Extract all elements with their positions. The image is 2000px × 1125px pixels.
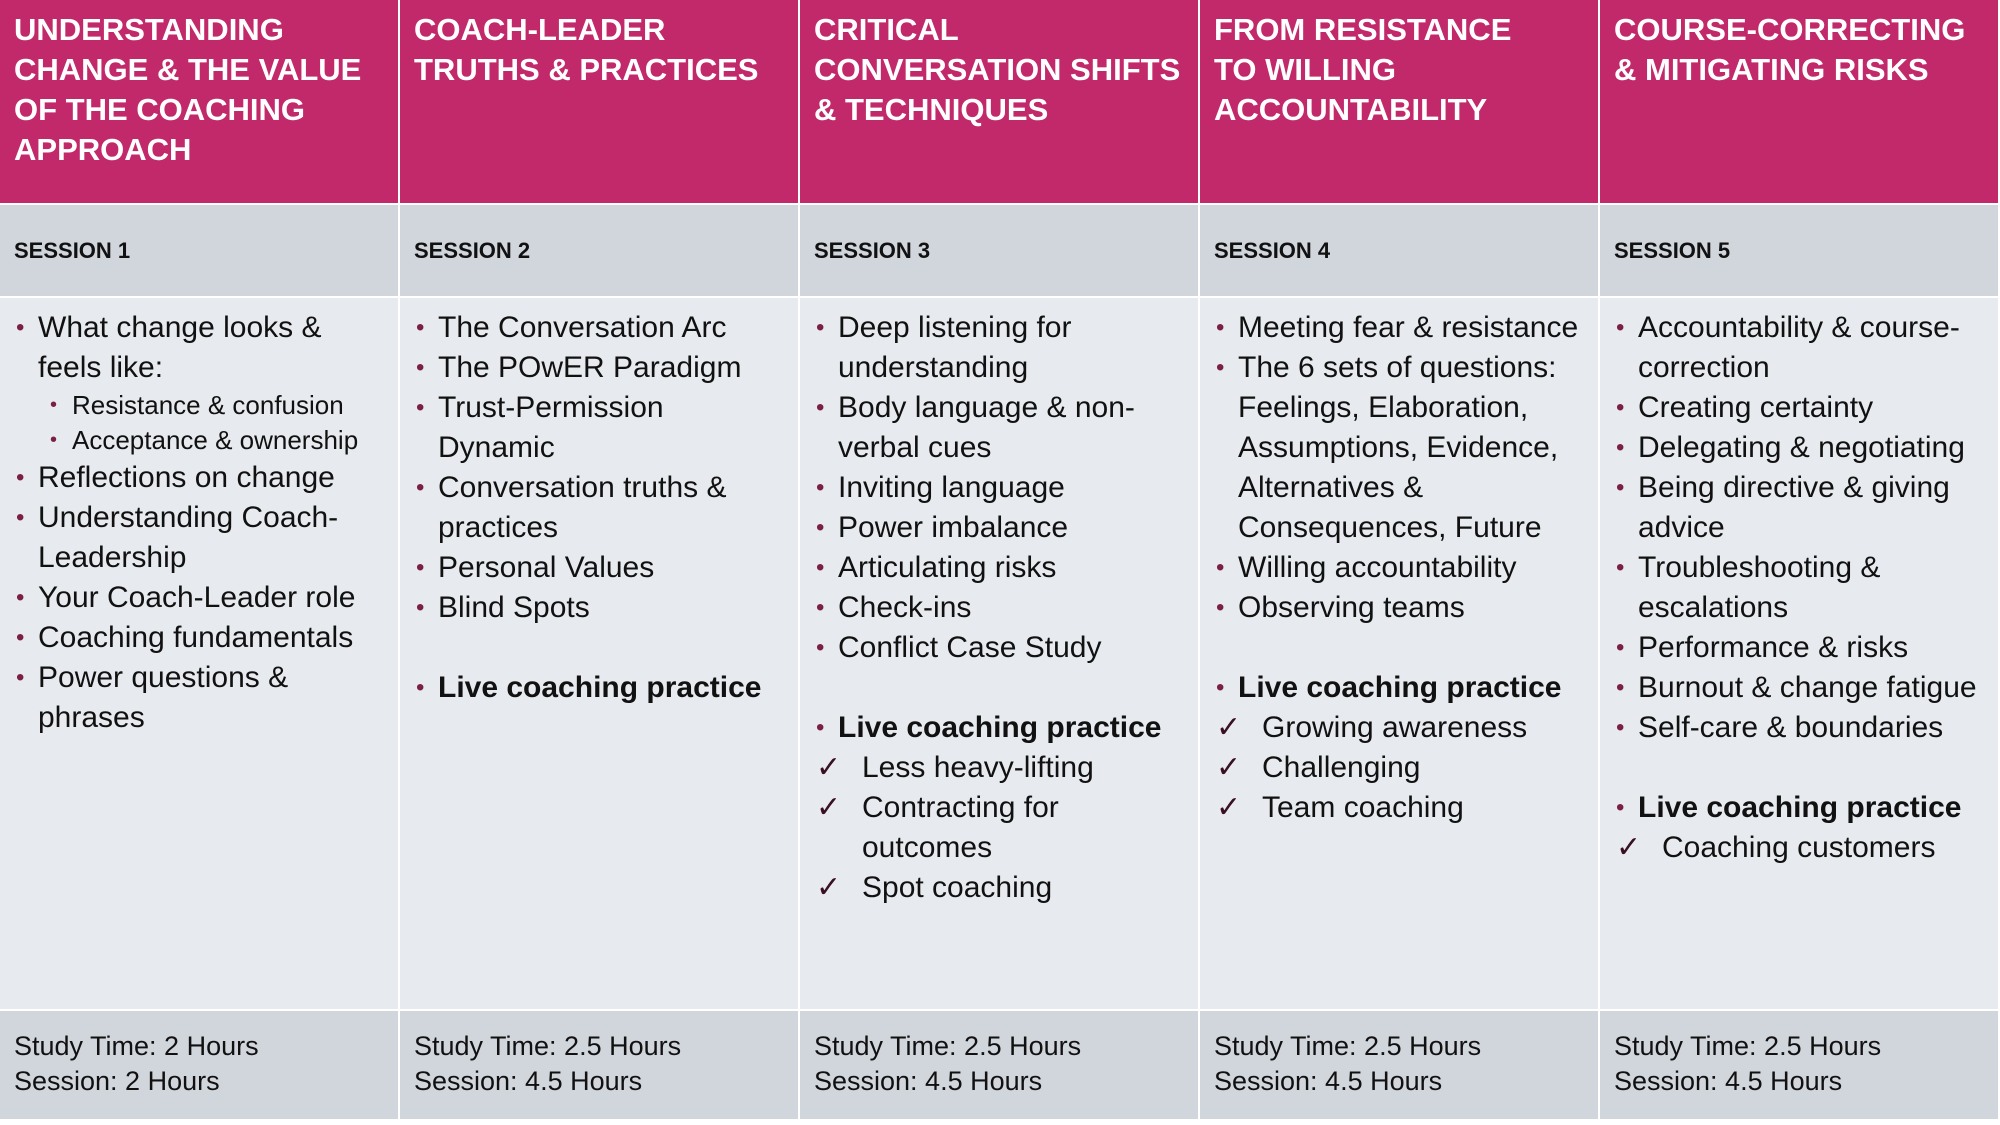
column-title-2: COACH-LEADER TRUTHS & PRACTICES [400, 0, 800, 205]
time-cell-1 [0, 1011, 400, 1121]
list-item: • Power imbalance [814, 508, 1186, 548]
list-item: • Reflections on change [14, 458, 386, 498]
list-item: • Willing accountability [1214, 548, 1586, 588]
session-label-2: SESSION 2 [400, 205, 800, 298]
time-cell-3 [800, 1011, 1200, 1121]
session-time: Session: 2 Hours [14, 1066, 220, 1096]
list-item: • The 6 sets of questions: Feelings, Elaboration, Assumptions, Evidence, Alternatives & Consequences, Future [1214, 348, 1586, 548]
column-title-1: UNDERSTANDING CHANGE & THE VALUE OF THE COACHING APPROACH [0, 0, 400, 205]
session-time: Session: 4.5 Hours [814, 1066, 1043, 1096]
list-item: • Conversation truths & practices [414, 468, 786, 548]
time-cell-2 [400, 1011, 800, 1121]
live-practice-item: • Live coaching practice [814, 708, 1186, 748]
column-title-4: FROM RESISTANCE TO WILLING ACCOUNTABILITY [1200, 0, 1600, 205]
checklist-item: ✓ Contracting for outcomes [814, 788, 1186, 868]
list-item: • Deep listening for understanding [814, 308, 1186, 388]
checklist-item: ✓ Team coaching [1214, 788, 1586, 828]
session-label-4: SESSION 4 [1200, 205, 1600, 298]
list-item: • The POwER Paradigm [414, 348, 786, 388]
sub-list-item: • Acceptance & ownership [14, 423, 386, 458]
study-time: Study Time: 2.5 Hours [1614, 1031, 1882, 1061]
topic-list-4 [1214, 308, 1586, 828]
study-time: Study Time: 2 Hours [14, 1031, 259, 1061]
list-item: • Observing teams [1214, 588, 1586, 628]
checklist-item: ✓ Spot coaching [814, 868, 1186, 908]
list-item: • Inviting language [814, 468, 1186, 508]
list-item: • Body language & non-verbal cues [814, 388, 1186, 468]
list-item: • Check-ins [814, 588, 1186, 628]
session-label-1: SESSION 1 [0, 205, 400, 298]
sub-list-item: • Resistance & confusion [14, 388, 386, 423]
topics-cell-1 [0, 298, 400, 1011]
column-title-5: COURSE-CORRECTING & MITIGATING RISKS [1600, 0, 2000, 205]
topic-list-1 [14, 308, 386, 738]
topics-cell-4 [1200, 298, 1600, 1011]
list-item: • Coaching fundamentals [14, 618, 386, 658]
session-time: Session: 4.5 Hours [1214, 1066, 1443, 1096]
checklist-item: ✓ Challenging [1214, 748, 1586, 788]
topics-cell-3 [800, 298, 1200, 1011]
list-item: • Self-care & boundaries [1614, 708, 1986, 748]
list-item: • Meeting fear & resistance [1214, 308, 1586, 348]
session-label-5: SESSION 5 [1600, 205, 2000, 298]
checklist-item: ✓ Less heavy-lifting [814, 748, 1186, 788]
list-item: • Power questions & phrases [14, 658, 386, 738]
study-time: Study Time: 2.5 Hours [414, 1031, 682, 1061]
list-item: • Understanding Coach-Leadership [14, 498, 386, 578]
topics-cell-2 [400, 298, 800, 1011]
list-item: • What change looks & feels like: [14, 308, 386, 388]
list-item: • Accountability & course-correction [1614, 308, 1986, 388]
time-cell-5 [1600, 1011, 2000, 1121]
session-label-3: SESSION 3 [800, 205, 1200, 298]
live-practice-item: • Live coaching practice [1214, 668, 1586, 708]
list-item: • Delegating & negotiating [1614, 428, 1986, 468]
list-item: • Personal Values [414, 548, 786, 588]
list-item: • Your Coach-Leader role [14, 578, 386, 618]
list-item: • Creating certainty [1614, 388, 1986, 428]
list-item: • Being directive & giving advice [1614, 468, 1986, 548]
list-item: • Burnout & change fatigue [1614, 668, 1986, 708]
list-item: • Troubleshooting & escalations [1614, 548, 1986, 628]
topic-list-3 [814, 308, 1186, 908]
checklist-item: ✓ Coaching customers [1614, 828, 1986, 868]
live-practice-item: • Live coaching practice [1614, 788, 1986, 828]
study-time: Study Time: 2.5 Hours [814, 1031, 1082, 1061]
list-item: • Blind Spots [414, 588, 786, 628]
live-practice-item: • Live coaching practice [414, 668, 786, 708]
session-time: Session: 4.5 Hours [1614, 1066, 1843, 1096]
topic-list-2 [414, 308, 786, 708]
list-item: • The Conversation Arc [414, 308, 786, 348]
list-item: • Articulating risks [814, 548, 1186, 588]
list-item: • Conflict Case Study [814, 628, 1186, 668]
list-item: • Trust-Permission Dynamic [414, 388, 786, 468]
study-time: Study Time: 2.5 Hours [1214, 1031, 1482, 1061]
list-item: • Performance & risks [1614, 628, 1986, 668]
checklist-item: ✓ Growing awareness [1214, 708, 1586, 748]
topic-list-5 [1614, 308, 1986, 868]
column-title-3: CRITICAL CONVERSATION SHIFTS & TECHNIQUES [800, 0, 1200, 205]
topics-cell-5 [1600, 298, 2000, 1011]
time-cell-4 [1200, 1011, 1600, 1121]
session-time: Session: 4.5 Hours [414, 1066, 643, 1096]
